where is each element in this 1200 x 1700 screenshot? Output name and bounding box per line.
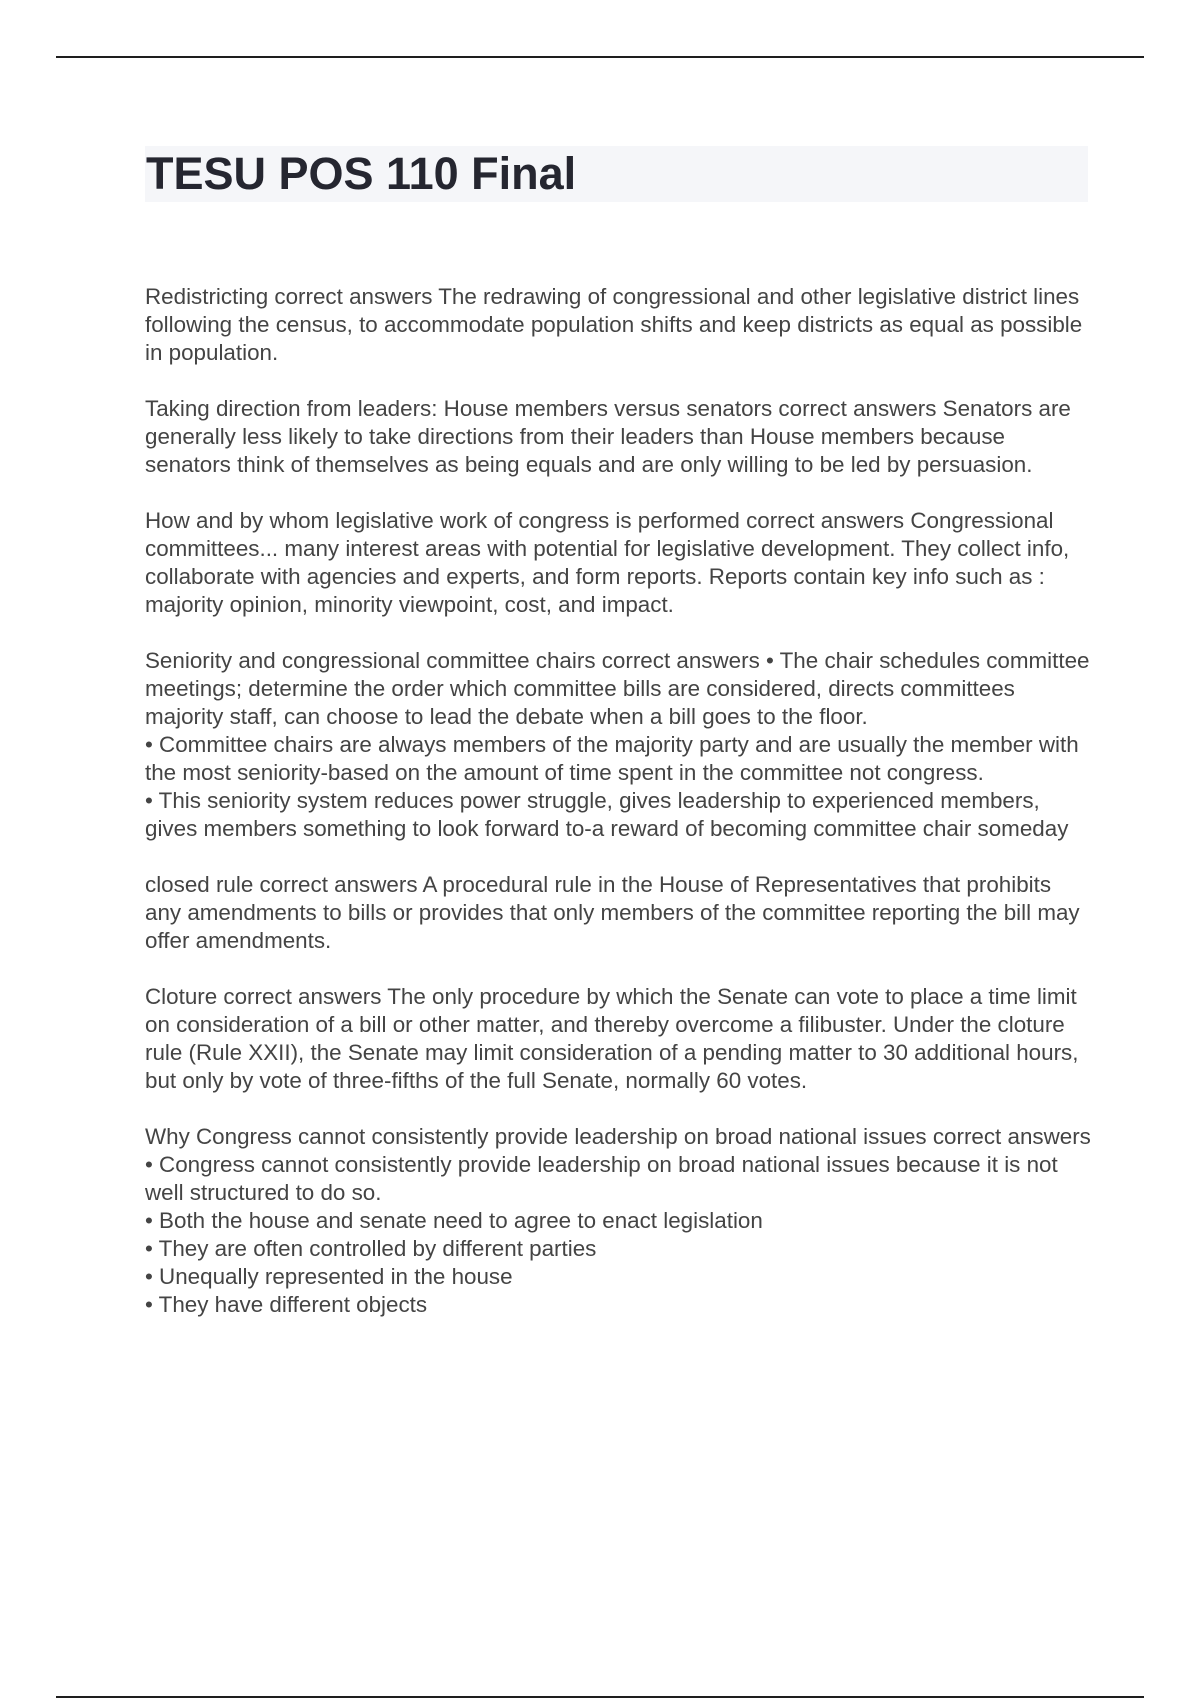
entry-redistricting [145,283,1093,367]
entry-line: Taking direction from leaders: House members versus senators correct answers Senators are generally less likely to take directions from their leaders than House members because senators think of themselves as being equals and are only willing to be led by persuasion. [145,396,1071,477]
entry-bullet: • Committee chairs are always members of the majority party and are usually the member with the most seniority-based on the amount of time spent in the committee not congress. [145,732,1079,785]
entry-line: Why Congress cannot consistently provide leadership on broad national issues correct answers • Congress cannot consistently provide leadership on broad national issues because it is not well structured to do so. [145,1124,1091,1205]
page-title: TESU POS 110 Final [146,148,577,199]
entry-bullet: • They have different objects [145,1292,428,1317]
entry-bullet: • They are often controlled by different parties [145,1236,597,1261]
entry-bullet: • This seniority system reduces power struggle, gives leadership to experienced members, gives members something to look forward to-a reward of becoming committee chair someday [145,788,1069,841]
title-band [145,146,1088,202]
document-body [145,283,1093,1347]
entry-line: How and by whom legislative work of congress is performed correct answers Congressional committees... many interest areas with potential for legislative development. They collect info, collaborate with agencies and experts, and form reports. Reports contain key info such as : majority opinion, minority viewpoint, cost, and impact. [145,508,1070,617]
entry-taking-direction [145,395,1093,479]
entry-bullet: • Both the house and senate need to agree to enact legislation [145,1208,763,1233]
entry-line: Redistricting correct answers The redrawing of congressional and other legislative district lines following the census, to accommodate population shifts and keep districts as equal as possible in population. [145,284,1083,365]
entry-congress-leadership [145,1123,1093,1319]
entry-line: closed rule correct answers A procedural rule in the House of Representatives that prohibits any amendments to bills or provides that only members of the committee reporting the bill may offer amendments. [145,872,1080,953]
entry-line: Seniority and congressional committee chairs correct answers • The chair schedules committee meetings; determine the order which committee bills are considered, directs committees majority staff, can choose to lead the debate when a bill goes to the floor. [145,648,1090,729]
entry-bullet: • Unequally represented in the house [145,1264,513,1289]
bottom-rule [56,1696,1144,1698]
top-rule [56,56,1144,58]
entry-closed-rule [145,871,1093,955]
entry-cloture [145,983,1093,1095]
entry-seniority [145,647,1093,843]
entry-legislative-work [145,507,1093,619]
entry-line: Cloture correct answers The only procedure by which the Senate can vote to place a time limit on consideration of a bill or other matter, and thereby overcome a filibuster. Under the cloture rule (Rule XXII), the Senate may limit consideration of a pending matter to 30 additional hours, but only by vote of three-fifths of the full Senate, normally 60 votes. [145,984,1079,1093]
